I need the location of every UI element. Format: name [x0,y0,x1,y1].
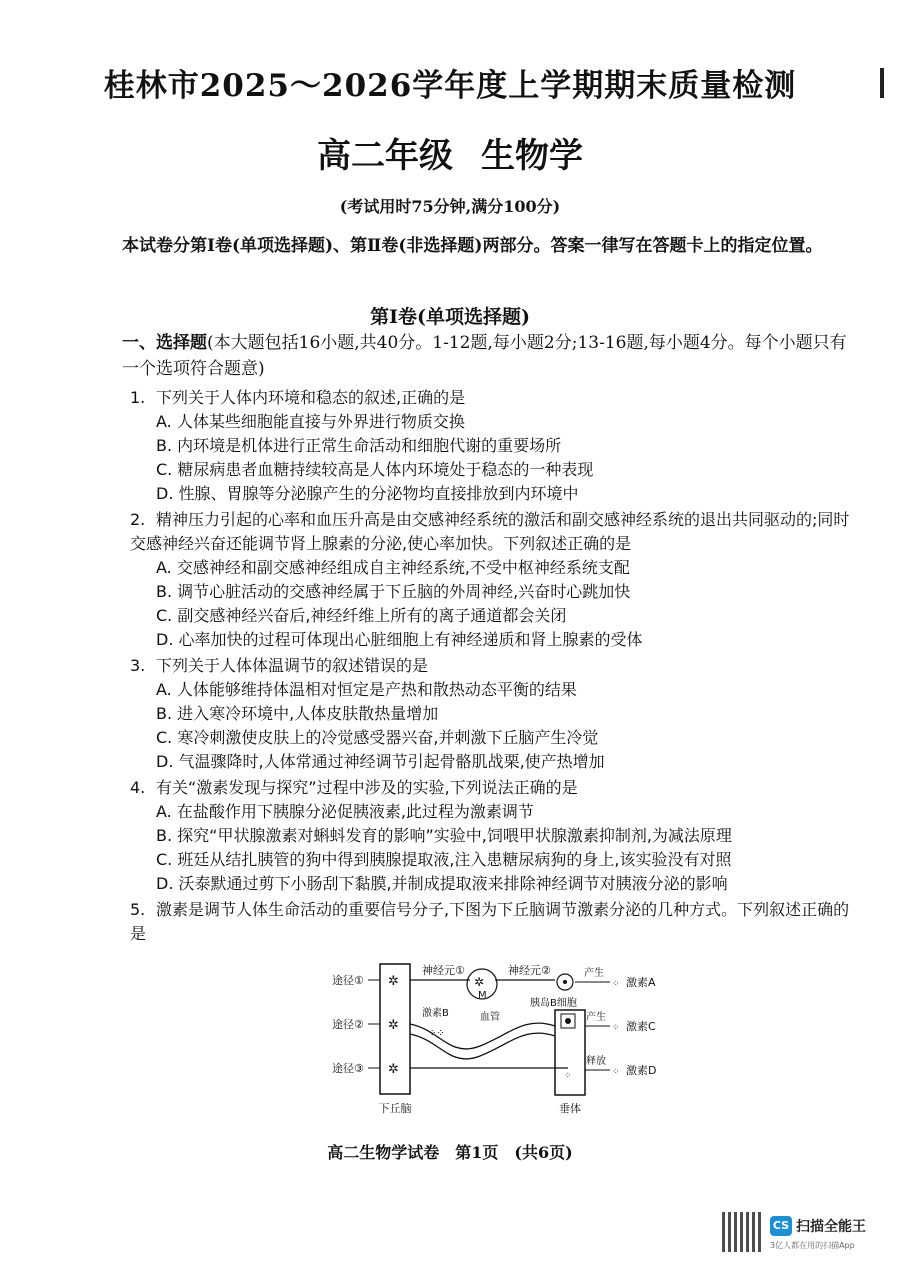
question-text: 下列关于人体体温调节的叙述错误的是 [156,656,429,675]
question-5 [130,898,860,946]
scanner-app-name: 扫描全能王 [796,1219,866,1235]
neuron-body-2-icon: ✲ [388,1018,399,1033]
option-a: A. 在盐酸作用下胰腺分泌促胰液素,此过程为激素调节 [156,802,534,821]
question-number: 1. [130,388,146,407]
option-b: B. 探究“甲状腺激素对蝌蚪发育的影响”实验中,饲喂甲状腺激素抑制剂,为减法原理 [156,826,732,845]
neuron-2-label: 神经元② [508,964,551,977]
question-1 [130,386,860,506]
part-description: (本大题包括16小题,共40分。1-12题,每小题2分;13-16题,每小题4分。每个小题只有一个选项符合题意) [122,333,847,379]
hormone-regulation-diagram [330,960,690,1130]
question-number: 5. [130,900,146,919]
question-4 [130,776,860,896]
pituitary-label: 垂体 [559,1102,581,1115]
option-d: D. 性腺、胃腺等分泌腺产生的分泌物均直接排放到内环境中 [156,484,579,503]
m-label: M [478,990,487,1001]
question-stem [130,776,860,800]
question-text: 下列关于人体内环境和稳态的叙述,正确的是 [156,388,466,407]
exam-intro: 本试卷分第Ⅰ卷(单项选择题)、第Ⅱ卷(非选择题)两部分。答案一律写在答题卡上的指定位置。 [122,236,823,256]
cs-logo-icon: CS [770,1216,792,1236]
hormone-a-dots: ⁘ [612,979,620,989]
scanner-watermark [720,1208,880,1258]
question-3 [130,654,860,774]
grade-subject-heading [0,128,900,177]
question-text: 精神压力引起的心率和血压升高是由交感神经系统的激活和副交感神经系统的退出共同驱动的;同时交感神经兴奋还能调节肾上腺素的分泌,使心率加快。下列叙述正确的是 [130,510,850,553]
synapse-icon: ✲ [474,975,485,989]
islet-b-cell-label: 胰岛B细胞 [530,998,577,1009]
option-c: C. 副交感神经兴奋后,神经纤维上所有的离子通道都会关闭 [156,606,567,625]
option-a: A. 人体某些细胞能直接与外界进行物质交换 [156,412,465,431]
grade-label: 高二年级 [317,136,453,176]
option-b: B. 进入寒冷环境中,人体皮肤散热量增加 [156,704,439,723]
question-text: 有关“激素发现与探究”过程中涉及的实验,下列说法正确的是 [156,778,578,797]
pituitary-cell-nucleus [565,1018,571,1024]
hypothalamus-label: 下丘脑 [378,1102,412,1115]
question-number: 4. [130,778,146,797]
question-text: 激素是调节人体生命活动的重要信号分子,下图为下丘脑调节激素分泌的几种方式。下列叙述正确的是 [130,900,850,943]
subject-label: 生物学 [481,136,583,176]
page-footer: 高二生物学试卷 第1页 (共6页) [327,1143,573,1162]
release-dots: ⁘ [564,1071,572,1081]
hormone-d-dots: ⁘ [612,1067,620,1077]
islet-b-nucleus [563,980,567,984]
exam-info: (考试用时75分钟,满分100分) [339,197,561,216]
question-stem [130,654,860,678]
hormone-b-dots: ⁘⁘ [428,1028,445,1039]
neuron-body-3-icon: ✲ [388,1062,399,1077]
route-3-label: 途径③ [332,1062,364,1075]
hormone-c-label: 激素C [626,1020,656,1033]
release-label: 释放 [586,1056,606,1067]
hormone-d-label: 激素D [626,1064,657,1077]
part-label: 一、选择题 [122,333,207,353]
neuron-body-1-icon: ✲ [388,974,399,989]
route-2-label: 途径② [332,1018,364,1031]
hormone-c-dots: ⁘ [612,1023,620,1033]
produce-a-label: 产生 [584,968,604,979]
hormone-b-label: 激素B [422,1008,449,1019]
question-number: 2. [130,510,146,529]
option-d: D. 心率加快的过程可体现出心脏细胞上有神经递质和肾上腺素的受体 [156,630,643,649]
produce-c-label: 产生 [586,1012,606,1023]
part-heading [122,330,857,382]
blood-vessel-label: 血管 [480,1012,500,1023]
question-stem [130,386,860,410]
question-number: 3. [130,656,146,675]
route-1-label: 途径① [332,974,364,987]
qr-code-icon [722,1212,762,1252]
option-d: D. 气温骤降时,人体常通过神经调节引起骨骼肌战栗,使产热增加 [156,752,605,771]
question-stem [130,508,860,556]
option-b: B. 调节心脏活动的交感神经属于下丘脑的外周神经,兴奋时心跳加快 [156,582,631,601]
neuron-1-label: 神经元① [422,964,465,977]
option-c: C. 糖尿病患者血糖持续较高是人体内环境处于稳态的一种表现 [156,460,594,479]
option-a: A. 交感神经和副交感神经组成自主神经系统,不受中枢神经系统支配 [156,558,630,577]
scanner-slogan: 3亿人都在用的扫描App [770,1241,855,1250]
section-title: 第Ⅰ卷(单项选择题) [370,306,530,328]
exam-title: 桂林市2025～2026学年度上学期期末质量检测 [103,68,797,104]
question-2 [130,508,860,652]
option-a: A. 人体能够维持体温相对恒定是产热和散热动态平衡的结果 [156,680,577,699]
option-c: C. 班廷从结扎胰管的狗中得到胰腺提取液,注入患糖尿病狗的身上,该实验没有对照 [156,850,732,869]
option-b: B. 内环境是机体进行正常生命活动和细胞代谢的重要场所 [156,436,562,455]
question-stem [130,898,860,946]
hormone-a-label: 激素A [626,976,656,989]
option-d: D. 沃泰默通过剪下小肠刮下黏膜,并制成提取液来排除神经调节对胰液分泌的影响 [156,874,728,893]
option-c: C. 寒冷刺激使皮肤上的冷觉感受器兴奋,并刺激下丘脑产生冷觉 [156,728,599,747]
